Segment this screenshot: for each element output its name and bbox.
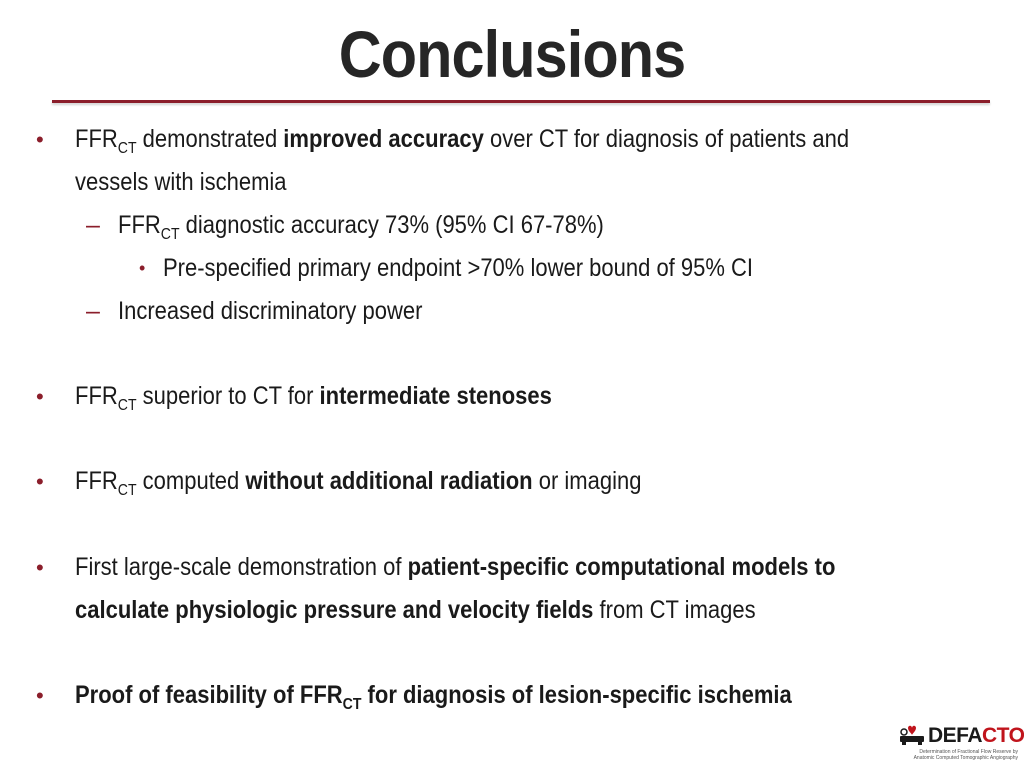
bullet-4-line-2 [75,589,756,632]
bullet-text: diagnostic accuracy 73% (95% CI 67-78%) [179,211,604,239]
bullet-marker: • [36,127,44,152]
sub-bullet-1 [118,204,604,247]
bullet-marker: • [36,384,44,409]
ct-subscript: CT [160,226,180,243]
ct-subscript: CT [117,140,137,157]
bullet-2 [75,375,552,418]
ffr-text: FFR [75,125,118,153]
ct-subscript: CT [117,482,137,499]
bullet-marker: • [36,683,44,708]
bullet-4-line-1 [75,546,835,589]
defacto-logo [898,720,1024,762]
bullet-bold-text: Proof of feasibility of FFR [75,681,343,709]
bullet-bold-text: for diagnosis of lesion-specific ischemia [361,681,792,709]
bullet-text: superior to CT for [136,382,320,410]
bullet-text: computed [136,467,246,495]
sub-sub-bullet [163,247,753,290]
bullet-text: over CT for diagnosis of patients and [483,125,850,153]
ffr-text: FFR [75,382,118,410]
bullet-bold-text: improved accuracy [283,125,484,153]
bullet-text: Pre-specified primary endpoint >70% lower bound of 95% CI [163,254,754,282]
sub-bullet-2 [118,290,422,333]
bullet-text: or imaging [532,467,642,495]
bullet-text: vessels with ischemia [75,168,287,196]
dash-marker: – [86,297,100,325]
ffr-text: FFR [75,467,118,495]
bullet-text: from CT images [593,596,756,624]
bullet-marker: • [36,555,44,580]
bullet-marker: • [36,469,44,494]
bullet-5 [75,674,792,717]
heart-scanner-icon [898,722,926,746]
title-divider [52,100,990,103]
logo-wordmark: DEFACTO [928,724,1024,747]
slide-title: Conclusions [338,17,686,91]
bullet-3 [75,460,641,503]
ct-subscript: CT [117,397,137,414]
bullet-bold-text: calculate physiologic pressure and velocity fields [75,596,594,624]
logo-subtitle: Determination of Fractional Flow Reserve by Anatomic Computed Tomographic Angiography [913,749,1018,761]
bullet-bold-text: patient-specific computational models to [407,553,836,581]
bullet-1-line-2 [75,161,287,204]
dash-marker: – [86,211,100,239]
bullet-text: demonstrated [136,125,284,153]
bullet-1-line-1 [75,118,849,161]
bullet-bold-text: without additional radiation [245,467,533,495]
ct-subscript: CT [342,696,362,713]
bullet-marker: • [139,258,146,278]
ffr-text: FFR [118,211,161,239]
bullet-bold-text: intermediate stenoses [319,382,552,410]
bullet-text: First large-scale demonstration of [75,553,408,581]
bullet-text: Increased discriminatory power [118,297,423,325]
